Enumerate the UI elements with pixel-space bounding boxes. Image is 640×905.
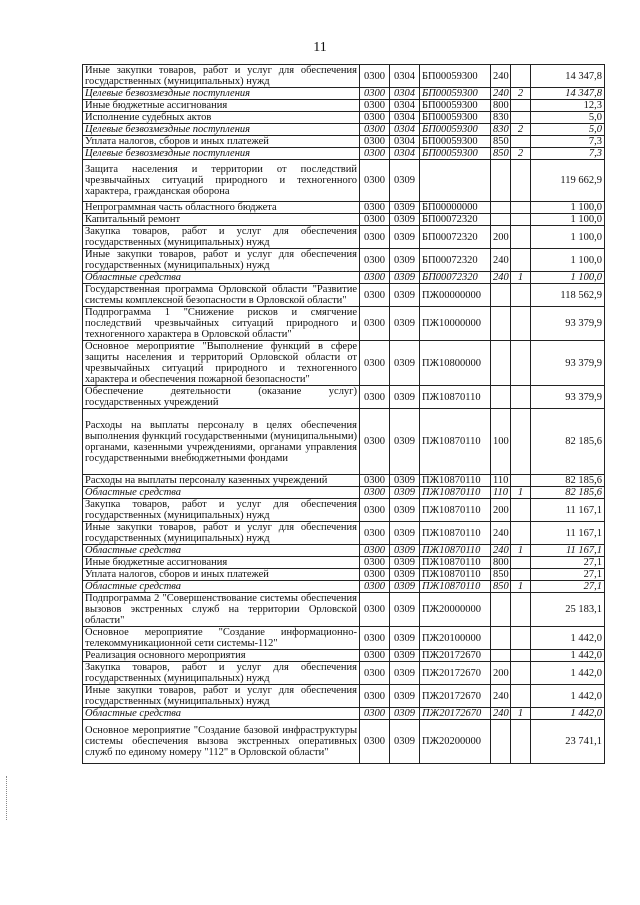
row-name: Закупка товаров, работ и услуг для обеспечения государственных (муниципальных) нужд	[83, 226, 360, 249]
row-amount: 82 185,6	[531, 475, 605, 487]
row-section: 0300	[360, 499, 390, 522]
row-amount: 82 185,6	[531, 487, 605, 499]
row-name: Областные средства	[83, 487, 360, 499]
row-subsection: 0309	[390, 249, 420, 272]
row-subsection: 0304	[390, 124, 420, 136]
row-target-article: БП00000000	[420, 202, 491, 214]
row-subsection: 0309	[390, 202, 420, 214]
row-amount: 11 167,1	[531, 545, 605, 557]
table-row	[83, 112, 605, 124]
row-amount: 14 347,8	[531, 65, 605, 88]
row-amount: 11 167,1	[531, 522, 605, 545]
row-expense-type: 200	[491, 226, 511, 249]
row-section: 0300	[360, 341, 390, 386]
row-section: 0300	[360, 475, 390, 487]
row-amount: 1 442,0	[531, 662, 605, 685]
row-name: Основное мероприятие "Создание информационно-телекоммуникационной сети системы-112"	[83, 627, 360, 650]
row-section: 0300	[360, 148, 390, 160]
row-expense-type: 850	[491, 581, 511, 593]
row-subsection: 0304	[390, 100, 420, 112]
row-expense-type: 830	[491, 124, 511, 136]
row-target-article: ПЖ10870110	[420, 581, 491, 593]
row-expense-type: 240	[491, 88, 511, 100]
table-row	[83, 386, 605, 409]
row-target-article: ПЖ10000000	[420, 307, 491, 341]
row-subsection: 0309	[390, 272, 420, 284]
row-target-article: ПЖ10800000	[420, 341, 491, 386]
row-expense-type	[491, 593, 511, 627]
row-amount: 93 379,9	[531, 341, 605, 386]
row-section: 0300	[360, 100, 390, 112]
table-row	[83, 100, 605, 112]
table-row	[83, 65, 605, 88]
row-name: Иные бюджетные ассигнования	[83, 557, 360, 569]
row-expense-type: 240	[491, 249, 511, 272]
row-target-article: ПЖ20100000	[420, 627, 491, 650]
row-fund-source	[511, 499, 531, 522]
row-name: Областные средства	[83, 581, 360, 593]
row-fund-source	[511, 249, 531, 272]
row-expense-type: 850	[491, 569, 511, 581]
row-fund-source	[511, 386, 531, 409]
row-expense-type: 850	[491, 148, 511, 160]
row-target-article: БП00059300	[420, 124, 491, 136]
table-row	[83, 148, 605, 160]
row-subsection: 0309	[390, 409, 420, 475]
row-section: 0300	[360, 160, 390, 202]
row-amount: 1 442,0	[531, 685, 605, 708]
row-amount: 27,1	[531, 557, 605, 569]
row-section: 0300	[360, 112, 390, 124]
table-row	[83, 284, 605, 307]
row-expense-type: 830	[491, 112, 511, 124]
row-fund-source	[511, 65, 531, 88]
table-row	[83, 499, 605, 522]
row-fund-source	[511, 522, 531, 545]
row-name: Уплата налогов, сборов и иных платежей	[83, 136, 360, 148]
table-row	[83, 272, 605, 284]
row-target-article: ПЖ20172670	[420, 650, 491, 662]
row-subsection: 0309	[390, 226, 420, 249]
budget-table	[82, 64, 605, 764]
row-expense-type: 110	[491, 475, 511, 487]
row-target-article: ПЖ00000000	[420, 284, 491, 307]
row-name: Непрограммная часть областного бюджета	[83, 202, 360, 214]
row-expense-type: 240	[491, 685, 511, 708]
row-target-article: БП00072320	[420, 272, 491, 284]
row-expense-type: 100	[491, 409, 511, 475]
row-amount: 5,0	[531, 124, 605, 136]
row-name: Государственная программа Орловской области "Развитие системы комплексной безопасности в Орловской области"	[83, 284, 360, 307]
row-fund-source	[511, 557, 531, 569]
row-fund-source	[511, 160, 531, 202]
row-expense-type: 800	[491, 557, 511, 569]
row-amount: 1 100,0	[531, 226, 605, 249]
row-target-article: ПЖ10870110	[420, 557, 491, 569]
row-subsection: 0309	[390, 214, 420, 226]
table-row	[83, 409, 605, 475]
row-fund-source	[511, 341, 531, 386]
row-subsection: 0309	[390, 720, 420, 764]
row-expense-type	[491, 720, 511, 764]
table-row	[83, 720, 605, 764]
row-subsection: 0309	[390, 685, 420, 708]
row-expense-type: 240	[491, 272, 511, 284]
row-subsection: 0309	[390, 662, 420, 685]
row-fund-source	[511, 284, 531, 307]
row-section: 0300	[360, 124, 390, 136]
margin-mark	[6, 776, 8, 820]
row-target-article: БП00072320	[420, 226, 491, 249]
row-target-article: ПЖ10870110	[420, 409, 491, 475]
row-target-article: БП00072320	[420, 214, 491, 226]
row-section: 0300	[360, 284, 390, 307]
row-expense-type: 850	[491, 136, 511, 148]
table-row	[83, 341, 605, 386]
row-name: Иные закупки товаров, работ и услуг для обеспечения государственных (муниципальных) нужд	[83, 685, 360, 708]
row-expense-type: 110	[491, 487, 511, 499]
row-amount: 1 442,0	[531, 708, 605, 720]
row-section: 0300	[360, 569, 390, 581]
table-row	[83, 307, 605, 341]
row-fund-source: 2	[511, 88, 531, 100]
row-subsection: 0309	[390, 627, 420, 650]
row-name: Расходы на выплаты персоналу в целях обеспечения выполнения функций государственными (муниципальными) органами, казенными учреждениями, органами управления государственными внебюджетными фондами	[83, 409, 360, 475]
row-section: 0300	[360, 409, 390, 475]
row-amount: 1 100,0	[531, 249, 605, 272]
table-row	[83, 214, 605, 226]
row-subsection: 0309	[390, 341, 420, 386]
table-row	[83, 545, 605, 557]
row-expense-type	[491, 202, 511, 214]
row-name: Защита населения и территории от последствий чрезвычайных ситуаций природного и техногенного характера, гражданская оборона	[83, 160, 360, 202]
row-fund-source	[511, 112, 531, 124]
row-fund-source	[511, 650, 531, 662]
row-fund-source: 2	[511, 148, 531, 160]
row-subsection: 0309	[390, 593, 420, 627]
row-subsection: 0309	[390, 307, 420, 341]
row-fund-source: 1	[511, 272, 531, 284]
table-row	[83, 226, 605, 249]
table-row	[83, 581, 605, 593]
row-expense-type	[491, 650, 511, 662]
row-name: Областные средства	[83, 545, 360, 557]
row-subsection: 0304	[390, 148, 420, 160]
row-name: Подпрограмма 2 "Совершенствование системы обеспечения вызовов экстренных служб на территории Орловской области"	[83, 593, 360, 627]
row-subsection: 0309	[390, 499, 420, 522]
row-expense-type: 240	[491, 65, 511, 88]
row-name: Реализация основного мероприятия	[83, 650, 360, 662]
row-subsection: 0304	[390, 88, 420, 100]
row-section: 0300	[360, 627, 390, 650]
row-amount: 25 183,1	[531, 593, 605, 627]
row-fund-source: 1	[511, 545, 531, 557]
row-name: Уплата налогов, сборов и иных платежей	[83, 569, 360, 581]
row-target-article: ПЖ20172670	[420, 708, 491, 720]
row-target-article: ПЖ20000000	[420, 593, 491, 627]
row-target-article: ПЖ10870110	[420, 499, 491, 522]
row-target-article: ПЖ10870110	[420, 475, 491, 487]
row-fund-source	[511, 100, 531, 112]
table-row	[83, 202, 605, 214]
row-section: 0300	[360, 720, 390, 764]
table-row	[83, 475, 605, 487]
row-section: 0300	[360, 487, 390, 499]
row-target-article: БП00059300	[420, 100, 491, 112]
row-name: Основное мероприятие "Создание базовой инфраструктуры системы обеспечения вызова экстренных оперативных служб по единому номеру "112" в Орловской области"	[83, 720, 360, 764]
row-subsection: 0309	[390, 581, 420, 593]
row-fund-source	[511, 593, 531, 627]
row-fund-source: 2	[511, 124, 531, 136]
table-row	[83, 708, 605, 720]
row-subsection: 0309	[390, 284, 420, 307]
row-fund-source	[511, 307, 531, 341]
row-name: Областные средства	[83, 708, 360, 720]
row-section: 0300	[360, 307, 390, 341]
row-expense-type	[491, 214, 511, 226]
row-amount: 1 442,0	[531, 650, 605, 662]
row-subsection: 0309	[390, 557, 420, 569]
row-target-article: ПЖ10870110	[420, 522, 491, 545]
row-section: 0300	[360, 214, 390, 226]
row-name: Иные закупки товаров, работ и услуг для обеспечения государственных (муниципальных) нужд	[83, 249, 360, 272]
row-subsection: 0309	[390, 650, 420, 662]
row-amount: 93 379,9	[531, 386, 605, 409]
row-fund-source	[511, 409, 531, 475]
row-section: 0300	[360, 226, 390, 249]
page-number: 11	[313, 40, 327, 55]
row-amount: 14 347,8	[531, 88, 605, 100]
table-row	[83, 136, 605, 148]
row-amount: 11 167,1	[531, 499, 605, 522]
row-amount: 118 562,9	[531, 284, 605, 307]
row-fund-source	[511, 136, 531, 148]
row-name: Исполнение судебных актов	[83, 112, 360, 124]
row-expense-type: 200	[491, 499, 511, 522]
row-subsection: 0304	[390, 65, 420, 88]
row-amount: 5,0	[531, 112, 605, 124]
row-target-article: БП00059300	[420, 112, 491, 124]
table-row	[83, 487, 605, 499]
row-amount: 1 100,0	[531, 202, 605, 214]
row-fund-source	[511, 720, 531, 764]
row-expense-type	[491, 284, 511, 307]
row-section: 0300	[360, 581, 390, 593]
row-name: Целевые безвозмездные поступления	[83, 148, 360, 160]
row-subsection: 0304	[390, 136, 420, 148]
row-fund-source	[511, 202, 531, 214]
row-target-article: ПЖ20172670	[420, 685, 491, 708]
row-fund-source: 1	[511, 581, 531, 593]
row-target-article: БП00059300	[420, 88, 491, 100]
row-amount: 82 185,6	[531, 409, 605, 475]
row-amount: 7,3	[531, 136, 605, 148]
row-section: 0300	[360, 65, 390, 88]
row-fund-source	[511, 662, 531, 685]
row-expense-type: 240	[491, 545, 511, 557]
table-row	[83, 88, 605, 100]
table-row	[83, 662, 605, 685]
row-name: Закупка товаров, работ и услуг для обеспечения государственных (муниципальных) нужд	[83, 662, 360, 685]
table-row	[83, 557, 605, 569]
row-subsection: 0309	[390, 160, 420, 202]
table-row	[83, 160, 605, 202]
row-fund-source: 1	[511, 708, 531, 720]
row-name: Обеспечение деятельности (оказание услуг) государственных учреждений	[83, 386, 360, 409]
row-target-article: БП00072320	[420, 249, 491, 272]
row-expense-type	[491, 627, 511, 650]
row-name: Капитальный ремонт	[83, 214, 360, 226]
row-section: 0300	[360, 593, 390, 627]
row-subsection: 0309	[390, 487, 420, 499]
row-target-article: ПЖ10870110	[420, 545, 491, 557]
row-subsection: 0309	[390, 569, 420, 581]
row-name: Иные бюджетные ассигнования	[83, 100, 360, 112]
row-name: Закупка товаров, работ и услуг для обеспечения государственных (муниципальных) нужд	[83, 499, 360, 522]
table-row	[83, 685, 605, 708]
row-amount: 1 100,0	[531, 214, 605, 226]
row-subsection: 0309	[390, 386, 420, 409]
row-section: 0300	[360, 202, 390, 214]
row-name: Подпрограмма 1 "Снижение рисков и смягчение последствий чрезвычайных ситуаций природного и техногенного характера в Орловской области"	[83, 307, 360, 341]
row-section: 0300	[360, 88, 390, 100]
row-target-article: БП00059300	[420, 148, 491, 160]
row-name: Целевые безвозмездные поступления	[83, 88, 360, 100]
row-fund-source	[511, 475, 531, 487]
table-row	[83, 650, 605, 662]
row-target-article: ПЖ20200000	[420, 720, 491, 764]
row-target-article: БП00059300	[420, 65, 491, 88]
table-row	[83, 522, 605, 545]
row-section: 0300	[360, 522, 390, 545]
row-amount: 7,3	[531, 148, 605, 160]
row-fund-source	[511, 685, 531, 708]
row-expense-type: 200	[491, 662, 511, 685]
row-section: 0300	[360, 708, 390, 720]
table-row	[83, 569, 605, 581]
row-fund-source	[511, 627, 531, 650]
row-subsection: 0304	[390, 112, 420, 124]
row-amount: 93 379,9	[531, 307, 605, 341]
row-expense-type	[491, 160, 511, 202]
row-expense-type	[491, 341, 511, 386]
row-expense-type	[491, 307, 511, 341]
row-fund-source: 1	[511, 487, 531, 499]
row-expense-type	[491, 386, 511, 409]
row-name: Целевые безвозмездные поступления	[83, 124, 360, 136]
row-amount: 1 442,0	[531, 627, 605, 650]
row-target-article: ПЖ10870110	[420, 386, 491, 409]
row-amount: 12,3	[531, 100, 605, 112]
row-target-article: ПЖ10870110	[420, 569, 491, 581]
row-amount: 27,1	[531, 569, 605, 581]
row-subsection: 0309	[390, 475, 420, 487]
row-name: Иные закупки товаров, работ и услуг для обеспечения государственных (муниципальных) нужд	[83, 522, 360, 545]
row-section: 0300	[360, 650, 390, 662]
row-name: Расходы на выплаты персоналу казенных учреждений	[83, 475, 360, 487]
row-target-article: ПЖ10870110	[420, 487, 491, 499]
row-section: 0300	[360, 386, 390, 409]
table-row	[83, 627, 605, 650]
row-expense-type: 240	[491, 708, 511, 720]
row-name: Основное мероприятие "Выполнение функций в сфере защиты населения и территорий Орловской области от чрезвычайных ситуаций природного и техногенного характера и обеспечения пожарной безопасности"	[83, 341, 360, 386]
row-target-article: ПЖ20172670	[420, 662, 491, 685]
row-section: 0300	[360, 662, 390, 685]
row-section: 0300	[360, 136, 390, 148]
row-amount: 1 100,0	[531, 272, 605, 284]
row-amount: 23 741,1	[531, 720, 605, 764]
row-fund-source	[511, 226, 531, 249]
row-expense-type: 800	[491, 100, 511, 112]
row-name: Иные закупки товаров, работ и услуг для обеспечения государственных (муниципальных) нужд	[83, 65, 360, 88]
table-row	[83, 593, 605, 627]
row-subsection: 0309	[390, 545, 420, 557]
row-subsection: 0309	[390, 522, 420, 545]
table-row	[83, 249, 605, 272]
row-section: 0300	[360, 557, 390, 569]
row-name: Областные средства	[83, 272, 360, 284]
row-target-article: БП00059300	[420, 136, 491, 148]
row-amount: 27,1	[531, 581, 605, 593]
row-subsection: 0309	[390, 708, 420, 720]
row-section: 0300	[360, 249, 390, 272]
row-amount: 119 662,9	[531, 160, 605, 202]
row-section: 0300	[360, 272, 390, 284]
row-fund-source	[511, 214, 531, 226]
row-expense-type: 240	[491, 522, 511, 545]
row-target-article	[420, 160, 491, 202]
row-section: 0300	[360, 685, 390, 708]
row-section: 0300	[360, 545, 390, 557]
row-fund-source	[511, 569, 531, 581]
table-row	[83, 124, 605, 136]
